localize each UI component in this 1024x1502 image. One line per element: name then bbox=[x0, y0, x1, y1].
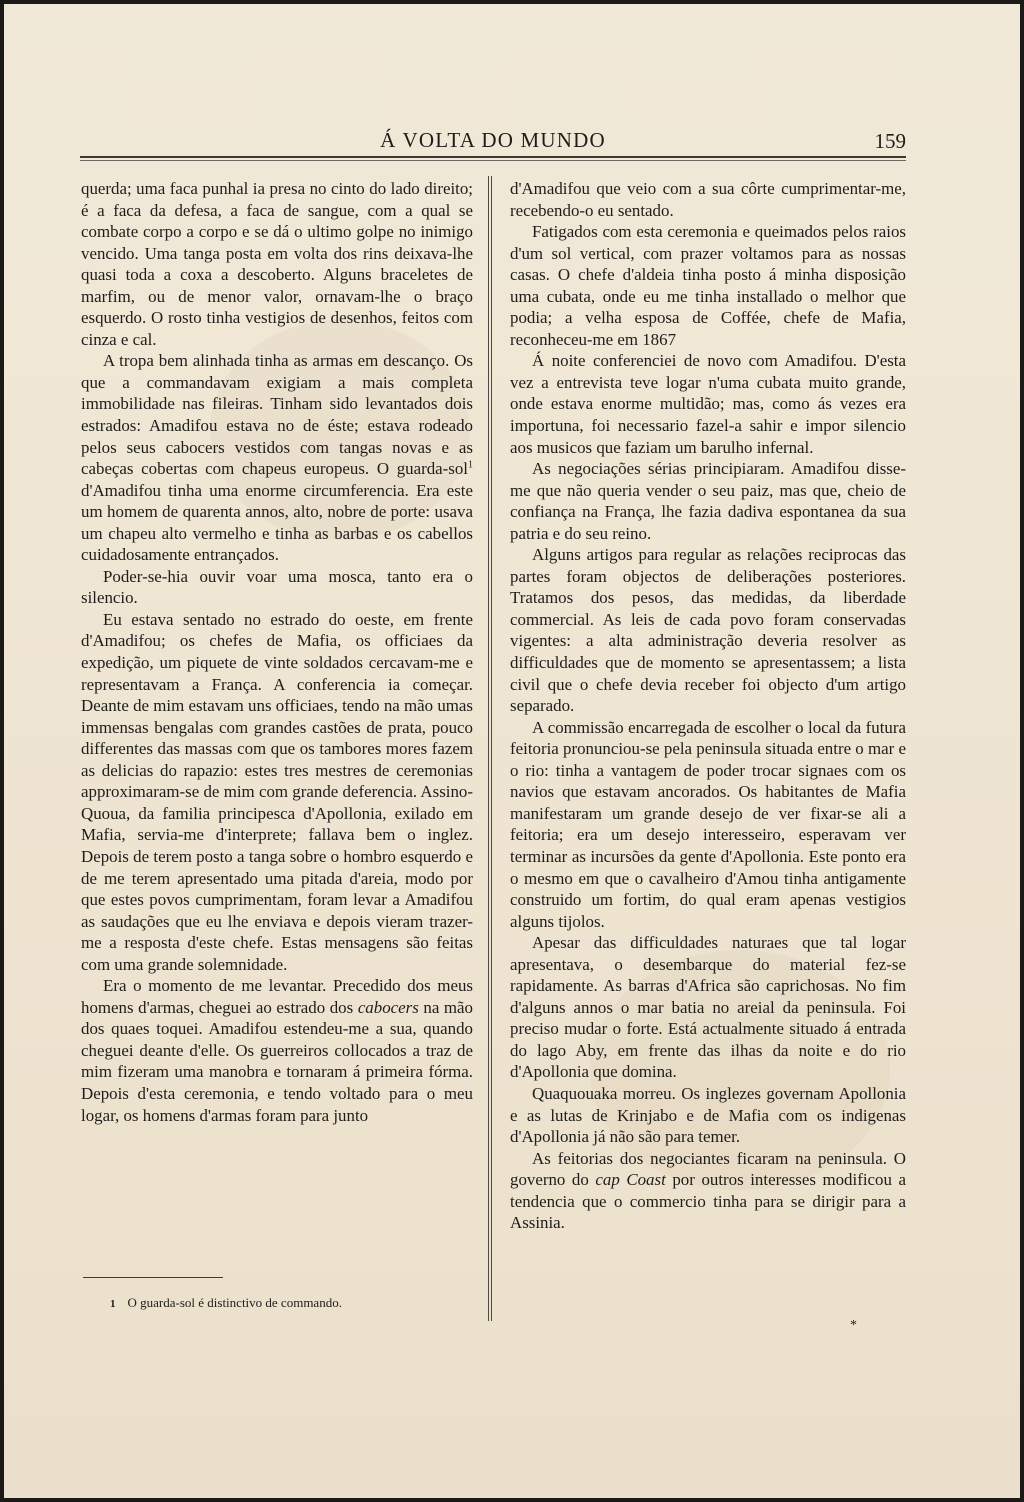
paragraph: Quaquouaka morreu. Os inglezes governam Apollonia e as lutas de Krinjabo e de Mafia com os indigenas d'Apollonia já não são para temer. bbox=[510, 1083, 906, 1147]
footnote-text: O guarda-sol é distinctivo de commando. bbox=[127, 1295, 342, 1310]
footnote-marker: 1 bbox=[468, 459, 473, 471]
paragraph: Apesar das difficuldades naturaes que tal logar apresentava, o desembarque do material fez-se rapidamente. As barras d'Africa são caprichosas. No fim d'alguns annos o mar batia no areial da peninsula. Foi preciso mudar o forte. Está actualmente situado á entrada do lago Aby, em frente das ilhas da noite e do rio d'Apollonia que domina. bbox=[510, 933, 906, 1082]
paragraph-text: na mão dos quaes toquei. Amadifou estendeu-me a sua, quando cheguei deante d'elle. Os guerreiros collocados a traz de mim fizeram uma manobra e tornaram á primeira fórma. Depois d'esta ceremonia, e tendo voltado para o meu logar, os homens d'armas foram para junto bbox=[81, 997, 473, 1125]
header-rule bbox=[80, 156, 906, 158]
paragraph: Fatigados com esta ceremonia e queimados pelos raios d'um sol vertical, com prazer voltamos para as nossas casas. O chefe d'aldeia tinha posto á minha disposição uma cubata, onde eu me tinha installado o melhor que podia; a velha esposa de Coffée, chefe de Mafia, reconheceu-me em 1867 bbox=[510, 222, 906, 349]
header-rule-thin bbox=[80, 160, 906, 161]
paragraph-text: d'Amadifou tinha uma enorme circumferencia. Era este um homem de quarenta annos, alto, nobre de porte: usava um chapeu alto vermelho e tinha as barbas e os cabellos cuidadosamente entrançados. bbox=[81, 480, 473, 565]
paragraph: A commissão encarregada de escolher o local da futura feitoria pronunciou-se pela peninsula situada entre o mar e o rio: tinha a vantagem de poder trocar signaes com os navios que estavam ancorados. Os habitantes de Mafia manifestaram um grande desejo de ver fixar-se ali a feitoria; era um desejo interesseiro, esperavam ver terminar as incursões da gente d'Apollonia. Este ponto era o mesmo em que o cavalheiro d'Amou tinha antigamente construido um fortim, do qual eram apenas vestigios alguns tijolos. bbox=[510, 717, 906, 931]
page-header bbox=[80, 128, 906, 158]
footnote-rule bbox=[83, 1277, 223, 1278]
footnote bbox=[110, 1295, 342, 1312]
paragraph: As negociações sérias principiaram. Amadifou disse-me que não queria vender o seu paiz, mas que, cheio de confiança na França, lhe fazia dadiva espontanea da sua patria e do seu reino. bbox=[510, 459, 906, 543]
right-text-column bbox=[510, 178, 906, 1234]
paragraph-text: As feitorias dos negociantes ficaram na peninsula. O governo do bbox=[510, 1148, 906, 1190]
paragraph: Poder-se-hia ouvir voar uma mosca, tanto era o silencio. bbox=[81, 566, 473, 608]
running-title: Á VOLTA DO MUNDO bbox=[380, 128, 606, 152]
paragraph-text: por outros interesses modificou a tendencia que o commercio tinha para se dirigir para a Assinia. bbox=[510, 1170, 906, 1233]
paragraph: querda; uma faca punhal ia presa no cinto do lado direito; é a faca da defesa, a faca de sangue, com a qual se combate corpo a corpo e se dá o ultimo golpe no inimigo vencido. Uma tanga posta em volta dos rins deixava-lhe quasi toda a coxa a descoberto. Alguns braceletes de marfim, ou de menor valor, ornavam-lhe o braço esquerdo. O rosto tinha vestigios de desenhos, feitos com cinza e cal. bbox=[81, 179, 473, 349]
paragraph: Eu estava sentado no estrado do oeste, em frente d'Amadifou; os chefes de Mafia, os officiaes da expedição, um piquete de vinte soldados cercavam-me e representavam a França. A conferencia ia começar. Deante de mim estavam uns officiaes, tendo na mão umas immensas bengalas com grandes castões de prata, pouco differentes das massas com que os tambores mores fazem as delicias do rapazio: estes tres mestres de ceremonias approximaram-se de mim com grande deferencia. Assino-Quoua, da familia principesca d'Apollonia, exilado em Mafia, servia-me d'interprete; fallava bem o inglez. Depois de terem posto a tanga sobre o hombro esquerdo e de me terem apresentado uma pitada d'areia, modo por que estes povos cumprimentam, foram levar a Amadifou as saudações que eu lhe enviava e depois vieram trazer-me a resposta d'este chefe. Estas mensagens são feitas com uma grande solemnidade. bbox=[81, 609, 473, 974]
paragraph: Á noite conferenciei de novo com Amadifou. D'esta vez a entrevista teve logar n'uma cubata muito grande, onde estava enorme multidão; mas, como ás vezes era importuna, foi necessario fazel-a sahir e impor silencio aos musicos que faziam um barulho infernal. bbox=[510, 351, 906, 457]
paragraph: d'Amadifou que veio com a sua côrte cumprimentar-me, recebendo-o eu sentado. bbox=[510, 179, 906, 220]
paragraph: Alguns artigos para regular as relações reciprocas das partes foram objectos de deliberações posteriores. Tratamos dos pesos, das medidas, da liberdade commercial. As leis de cada povo foram conservadas vigentes: a alta administração deveria resolver as difficuldades que de momento se apresentassem; a lista civil que o chefe devia receber foi objecto d'um artigo separado. bbox=[510, 545, 906, 716]
paragraph bbox=[81, 350, 473, 565]
footnote-number: 1 bbox=[110, 1298, 116, 1310]
paragraph-text: Era o momento de me levantar. Precedido dos meus homens d'armas, cheguei ao estrado dos bbox=[81, 976, 473, 1017]
end-mark: * bbox=[850, 1318, 857, 1333]
left-text-column bbox=[81, 178, 473, 1126]
italic-term: cap Coast bbox=[595, 1170, 666, 1190]
column-divider bbox=[488, 176, 492, 1321]
paragraph-text: A tropa bem alinhada tinha as armas em descanço. Os que a commandavam exigiam a mais completa immobilidade nas fileiras. Tinham sido levantados dois estrados: Amadifou estava no de éste; estava rodeado pelos seus cabocers vestidos com tangas novas e as cabeças cobertas com chapeus europeus. O guarda-sol bbox=[81, 351, 473, 479]
paragraph bbox=[510, 1148, 906, 1234]
italic-term: cabocers bbox=[357, 997, 419, 1017]
page-number: 159 bbox=[874, 129, 906, 153]
paragraph bbox=[81, 975, 473, 1126]
